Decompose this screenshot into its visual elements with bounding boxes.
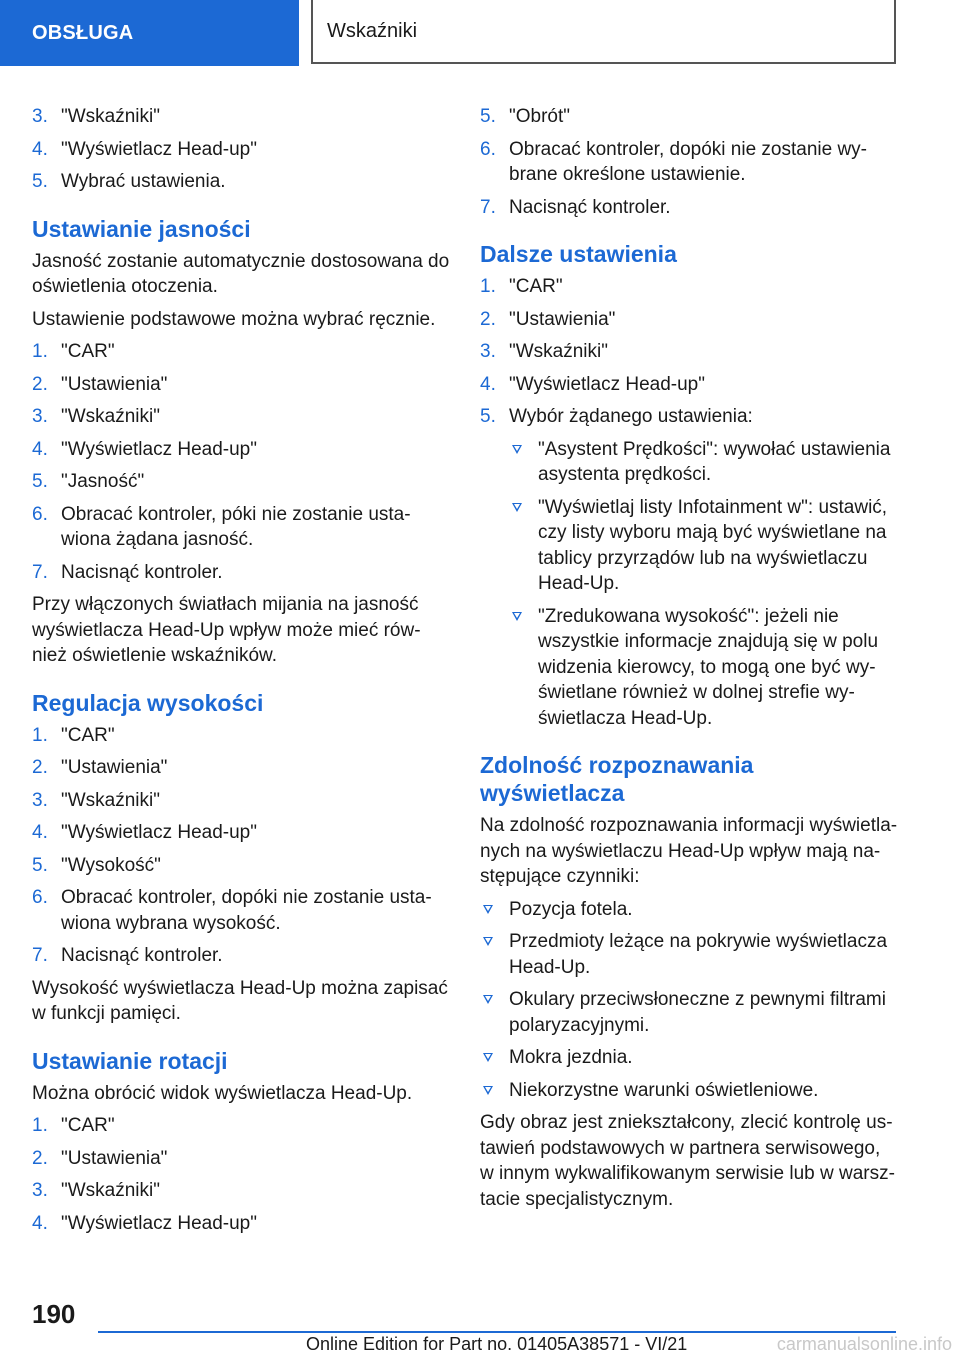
section-heading: Ustawianie rotacji [32,1047,228,1074]
step-text: Wybór żądanego ustawienia: [509,406,753,427]
list-item [480,274,898,300]
paragraph: Wysokość wyświetlacza Head-Up można zapisać w funkcji pamięci. [32,977,448,1024]
step-text: "Wskaźniki" [61,1180,160,1201]
list-item [480,137,898,188]
step-number: 4. [32,1212,48,1234]
paragraph: Można obrócić widok wyświetlacza Head-Up. [32,1082,413,1104]
edition-text: Online Edition for Part no. 01405A38571 - VI/21 [306,1334,688,1354]
paragraph: Przy włączonych światłach mijania na jasność wyświetlacza Head-Up wpływ może mieć rów- nież oświetlenie wskaźników. [32,594,421,666]
bullet-text: Przedmioty leżące na pokrywie wyświetlacza Head-Up. [509,931,888,978]
list-item [32,339,450,365]
step-number: 3. [32,789,48,811]
list-item [480,404,898,430]
bullet-text: Okulary przeciwsłoneczne z pewnymi filtrami polaryzacyjnymi. [509,989,886,1036]
step-number: 5. [32,854,48,876]
paragraph: Jasność zostanie automatycznie dostosowana do oświetlenia otoczenia. [32,250,450,297]
step-number: 1. [32,1115,48,1136]
paragraph: Gdy obraz jest zniekształcony, zlecić kontrolę us- tawień podstawowych w partnera serwisowego, w innym wykwalifikowanym serwisie lub w warsz- tacie specjalistycznym. [480,1112,895,1210]
step-number: 4. [32,138,48,160]
list-item [32,820,450,846]
list-item [32,1211,450,1237]
step-number: 3. [32,106,48,127]
step-text: Nacisnąć kontroler. [61,945,223,966]
step-text: "Ustawienia" [509,308,616,330]
step-number: 5. [480,406,496,427]
step-list [480,104,898,220]
step-list [480,274,898,430]
step-text: "Wskaźniki" [61,106,160,127]
step-text: "CAR" [61,341,115,362]
step-text: "Ustawienia" [61,757,168,778]
step-text: "Wyświetlacz Head-up" [61,138,257,160]
step-text: "Wskaźniki" [61,406,160,427]
paragraph: Ustawienie podstawowe można wybrać ręcznie. [32,308,436,330]
list-item [480,987,898,1038]
list-item [32,788,450,814]
step-text: Wybrać ustawienia. [61,171,226,192]
section-tab [0,0,299,66]
triangle-bullet-icon [483,1053,493,1062]
step-text: "Ustawienia" [61,373,168,395]
step-text: "Wyświetlacz Head-up" [61,822,257,843]
bullet-list [480,897,898,1104]
triangle-bullet-icon [483,1086,493,1095]
step-number: 2. [32,373,48,395]
step-number: 1. [480,276,496,297]
right-column [480,104,898,1219]
step-text: Obracać kontroler, dopóki nie zostanie wy- brane określone ustawienie. [509,138,868,185]
list-item [32,885,450,936]
section-label: OBSŁUGA [32,21,134,44]
section-heading: Zdolność rozpoznawania wyświetlacza [480,752,754,806]
triangle-bullet-icon [512,503,522,512]
list-item [480,372,898,398]
section-heading: Ustawianie jasności [32,215,251,242]
bullet-text: "Zredukowana wysokość": jeżeli nie wszystkie informacje znajdują się w polu widzenia kierowcy, to mogą one być wy- świetlane również w dolnej strefie wy- świetlacza Head-Up. [538,605,879,729]
step-text: "CAR" [61,1115,115,1136]
list-item [32,437,450,463]
step-text: "Wyświetlacz Head-up" [61,1212,257,1234]
step-number: 6. [32,887,48,908]
list-item [32,943,450,969]
step-text: Nacisnąć kontroler. [509,196,671,218]
step-text: "Jasność" [61,471,145,492]
step-text: "Wskaźniki" [509,341,608,362]
triangle-bullet-icon [512,445,522,454]
bullet-text: Mokra jezdnia. [509,1047,633,1068]
list-item [480,339,898,365]
list-item [32,137,450,163]
list-item [32,469,450,495]
list-item [32,372,450,398]
list-item [480,1045,898,1071]
list-item [32,404,450,430]
bullet-text: "Wyświetlaj listy Infotainment w": ustawić, czy listy wyboru mają być wyświetlane na tablicy przyrządów lub na wyświetlaczu Head-Up. [538,496,888,594]
list-item [480,1078,898,1104]
list-item [32,853,450,879]
step-number: 5. [32,171,48,192]
step-text: "Obrót" [509,106,571,127]
list-item [32,560,450,586]
footer-rule [98,1331,896,1333]
step-text: "CAR" [509,276,563,297]
paragraph: Na zdolność rozpoznawania informacji wyświetla- nych na wyświetlaczu Head-Up wpływ mają na- stępujące czynniki: [480,815,898,887]
list-item [32,1178,450,1204]
list-item [32,1113,450,1139]
bullet-text: Pozycja fotela. [509,898,633,920]
step-number: 2. [32,1147,48,1169]
step-number: 3. [32,1180,48,1201]
step-list [32,723,450,969]
step-number: 7. [32,561,48,583]
step-text: "Ustawienia" [61,1147,168,1169]
step-number: 7. [32,945,48,966]
list-item [32,1146,450,1172]
step-number: 3. [480,341,496,362]
step-number: 1. [32,724,48,746]
left-column [32,104,450,1243]
list-item [480,929,898,980]
list-item [480,307,898,333]
bullet-text: "Asystent Prędkości": wywołać ustawienia asystenta prędkości. [538,438,891,485]
triangle-bullet-icon [483,905,493,914]
step-text: "CAR" [61,724,115,746]
step-text: "Wyświetlacz Head-up" [61,438,257,460]
step-number: 6. [32,503,48,525]
list-item [32,723,450,749]
step-number: 2. [480,308,496,330]
page-number: 190 [32,1299,76,1329]
step-list [32,1113,450,1236]
list-item [32,755,450,781]
step-text: Obracać kontroler, dopóki nie zostanie usta- wiona wybrana wysokość. [61,887,432,934]
triangle-bullet-icon [483,937,493,946]
section-heading: Regulacja wysokości [32,689,264,716]
step-number: 6. [480,138,496,160]
triangle-bullet-icon [512,612,522,621]
list-item [509,604,898,732]
step-list [32,339,450,585]
step-text: Obracać kontroler, póki nie zostanie usta- wiona żądana jasność. [61,503,411,550]
list-item [480,104,898,130]
watermark-text: carmanualsonline.info [776,1334,952,1354]
section-heading: Dalsze ustawienia [480,241,677,267]
list-item [480,195,898,221]
list-item [509,437,898,488]
step-number: 3. [32,406,48,427]
chapter-title-text: Wskaźniki [327,19,418,42]
step-number: 7. [480,196,496,218]
list-item [32,502,450,553]
step-number: 5. [480,106,496,127]
step-number: 1. [32,341,48,362]
triangle-bullet-icon [483,995,493,1004]
step-list [32,104,450,195]
step-number: 4. [32,438,48,460]
step-number: 5. [32,471,48,492]
step-text: "Wyświetlacz Head-up" [509,373,705,395]
step-number: 4. [480,373,496,395]
bullet-text: Niekorzystne warunki oświetleniowe. [509,1079,819,1101]
list-item [32,169,450,195]
step-text: Nacisnąć kontroler. [61,561,223,583]
bullet-list [480,437,898,732]
step-text: "Wskaźniki" [61,789,160,811]
step-text: "Wysokość" [61,854,161,876]
list-item [509,495,898,597]
step-number: 2. [32,757,48,778]
step-number: 4. [32,822,48,843]
chapter-title [311,0,896,64]
list-item [480,897,898,923]
list-item [32,104,450,130]
